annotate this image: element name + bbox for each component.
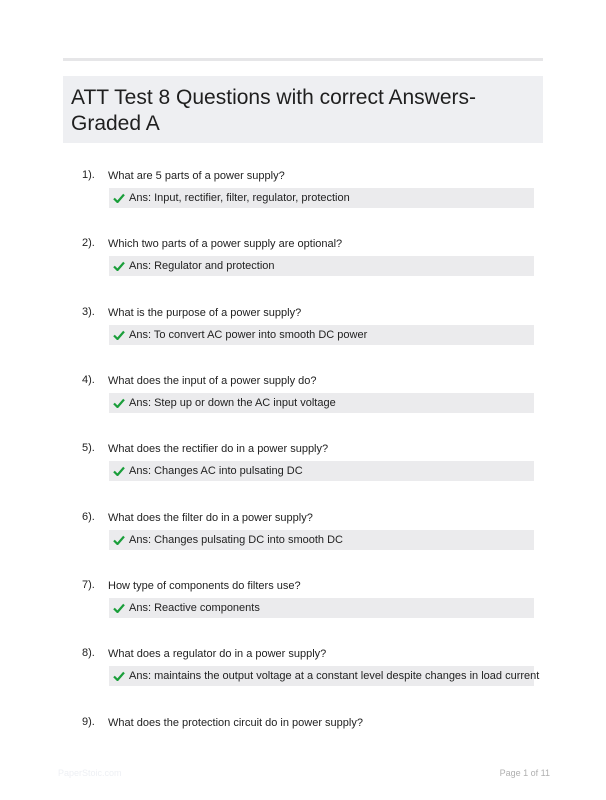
checkmark-icon <box>113 398 125 408</box>
question-item <box>0 373 606 433</box>
answer-text: Ans: Input, rectifier, filter, regulator, protection <box>129 192 350 204</box>
question-item <box>0 578 606 638</box>
question-text: How type of components do filters use? <box>108 580 301 592</box>
top-divider <box>63 58 543 61</box>
question-item <box>0 510 606 570</box>
question-text: What does the rectifier do in a power supply? <box>108 443 329 455</box>
answer-text: Ans: To convert AC power into smooth DC power <box>129 329 368 341</box>
answer-text: Ans: Regulator and protection <box>129 260 275 272</box>
question-text: What is the purpose of a power supply? <box>108 307 302 319</box>
question-text: What are 5 parts of a power supply? <box>108 170 285 182</box>
question-text: What does the protection circuit do in power supply? <box>108 717 363 729</box>
question-item <box>0 441 606 501</box>
answer-box <box>109 598 534 618</box>
answer-text: Ans: Reactive components <box>129 602 260 614</box>
checkmark-icon <box>113 466 125 476</box>
answer-text: Ans: Changes AC into pulsating DC <box>129 465 303 477</box>
question-number: 3). <box>82 306 95 318</box>
question-number: 9). <box>82 716 95 728</box>
question-text: What does the input of a power supply do? <box>108 375 317 387</box>
document-title: ATT Test 8 Questions with correct Answers- Graded A <box>71 86 476 135</box>
answer-text: Ans: maintains the output voltage at a constant level despite changes in load current <box>129 670 540 682</box>
question-text: What does a regulator do in a power supply? <box>108 648 327 660</box>
question-item <box>0 236 606 296</box>
answer-text: Ans: Changes pulsating DC into smooth DC <box>129 534 343 546</box>
answer-box <box>109 256 534 276</box>
question-item <box>0 646 606 706</box>
answer-box <box>109 666 540 686</box>
question-number: 8). <box>82 647 95 659</box>
title-banner <box>63 76 543 143</box>
question-text: Which two parts of a power supply are optional? <box>108 238 343 250</box>
question-number: 4). <box>82 374 95 386</box>
answer-box <box>109 325 534 345</box>
question-item <box>0 305 606 365</box>
question-number: 5). <box>82 442 95 454</box>
checkmark-icon <box>113 671 125 681</box>
answer-box <box>109 461 534 481</box>
answer-box <box>109 188 534 208</box>
answer-box <box>109 530 534 550</box>
answer-text: Ans: Step up or down the AC input voltage <box>129 397 336 409</box>
question-number: 7). <box>82 579 95 591</box>
checkmark-icon <box>113 535 125 545</box>
question-number: 1). <box>82 169 95 181</box>
watermark-text: PaperStoic.com <box>58 768 122 778</box>
question-item <box>0 168 606 228</box>
question-item <box>0 715 606 735</box>
checkmark-icon <box>113 261 125 271</box>
checkmark-icon <box>113 330 125 340</box>
question-number: 2). <box>82 237 95 249</box>
answer-box <box>109 393 534 413</box>
checkmark-icon <box>113 603 125 613</box>
question-number: 6). <box>82 511 95 523</box>
page-number: Page 1 of 11 <box>499 768 550 778</box>
checkmark-icon <box>113 193 125 203</box>
question-text: What does the filter do in a power supply? <box>108 512 313 524</box>
